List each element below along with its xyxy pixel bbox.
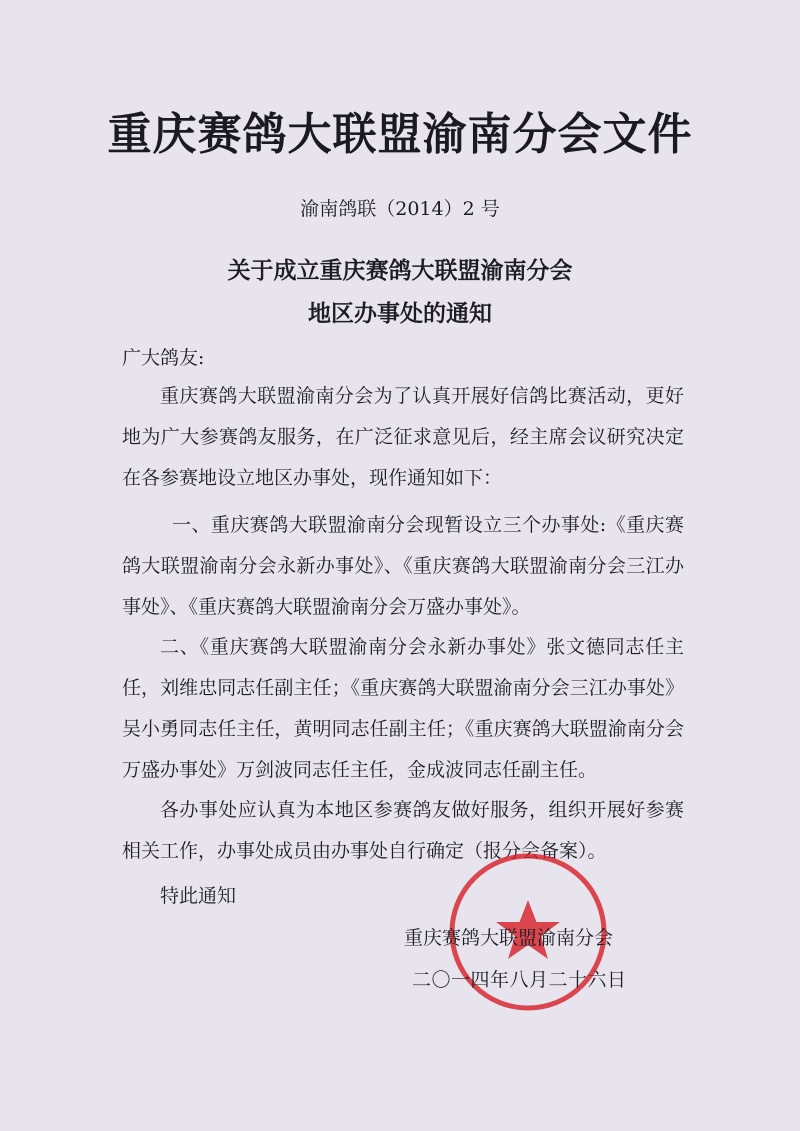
body-item-2: 二、《重庆赛鸽大联盟渝南分会永新办事处》张文德同志任主任，刘维忠同志任副主任；《重庆赛鸽大联盟渝南分会三江办事处》吴小勇同志任主任，黄明同志任副主任；《重庆赛鸽大联盟渝南分会万盛办事处》万剑波同志任主任，金成波同志任副主任。	[122, 636, 684, 781]
notice-title-line1: 关于成立重庆赛鸽大联盟渝南分会	[227, 257, 573, 284]
salutation: 广大鸽友:	[122, 347, 205, 369]
signing-organization: 重庆赛鸽大联盟渝南分会	[404, 927, 614, 949]
signing-date: 二〇一四年八月二十六日	[412, 969, 627, 991]
body-paragraph-4: 各办事处应认真为本地区参赛鸽友做好服务，组织开展好参赛相关工作，办事处成员由办事处自行确定（报分会备案）。	[122, 799, 684, 862]
document-number: 渝南鸽联（2014）2 号	[300, 198, 500, 220]
body-paragraph-1: 重庆赛鸽大联盟渝南分会为了认真开展好信鸽比赛活动，更好地为广大参赛鸽友服务，在广泛征求意见后，经主席会议研究决定在各参赛地设立地区办事处，现作通知如下：	[122, 385, 684, 489]
document-title: 重庆赛鸽大联盟渝南分会文件	[107, 109, 693, 160]
closing-text: 特此通知	[160, 885, 237, 907]
body-item-1: 一、重庆赛鸽大联盟渝南分会现暂设立三个办事处:《重庆赛鸽大联盟渝南分会永新办事处》、《重庆赛鸽大联盟渝南分会三江办事处》、《重庆赛鸽大联盟渝南分会万盛办事处》。	[122, 514, 684, 618]
notice-title-line2: 地区办事处的通知	[308, 300, 492, 327]
